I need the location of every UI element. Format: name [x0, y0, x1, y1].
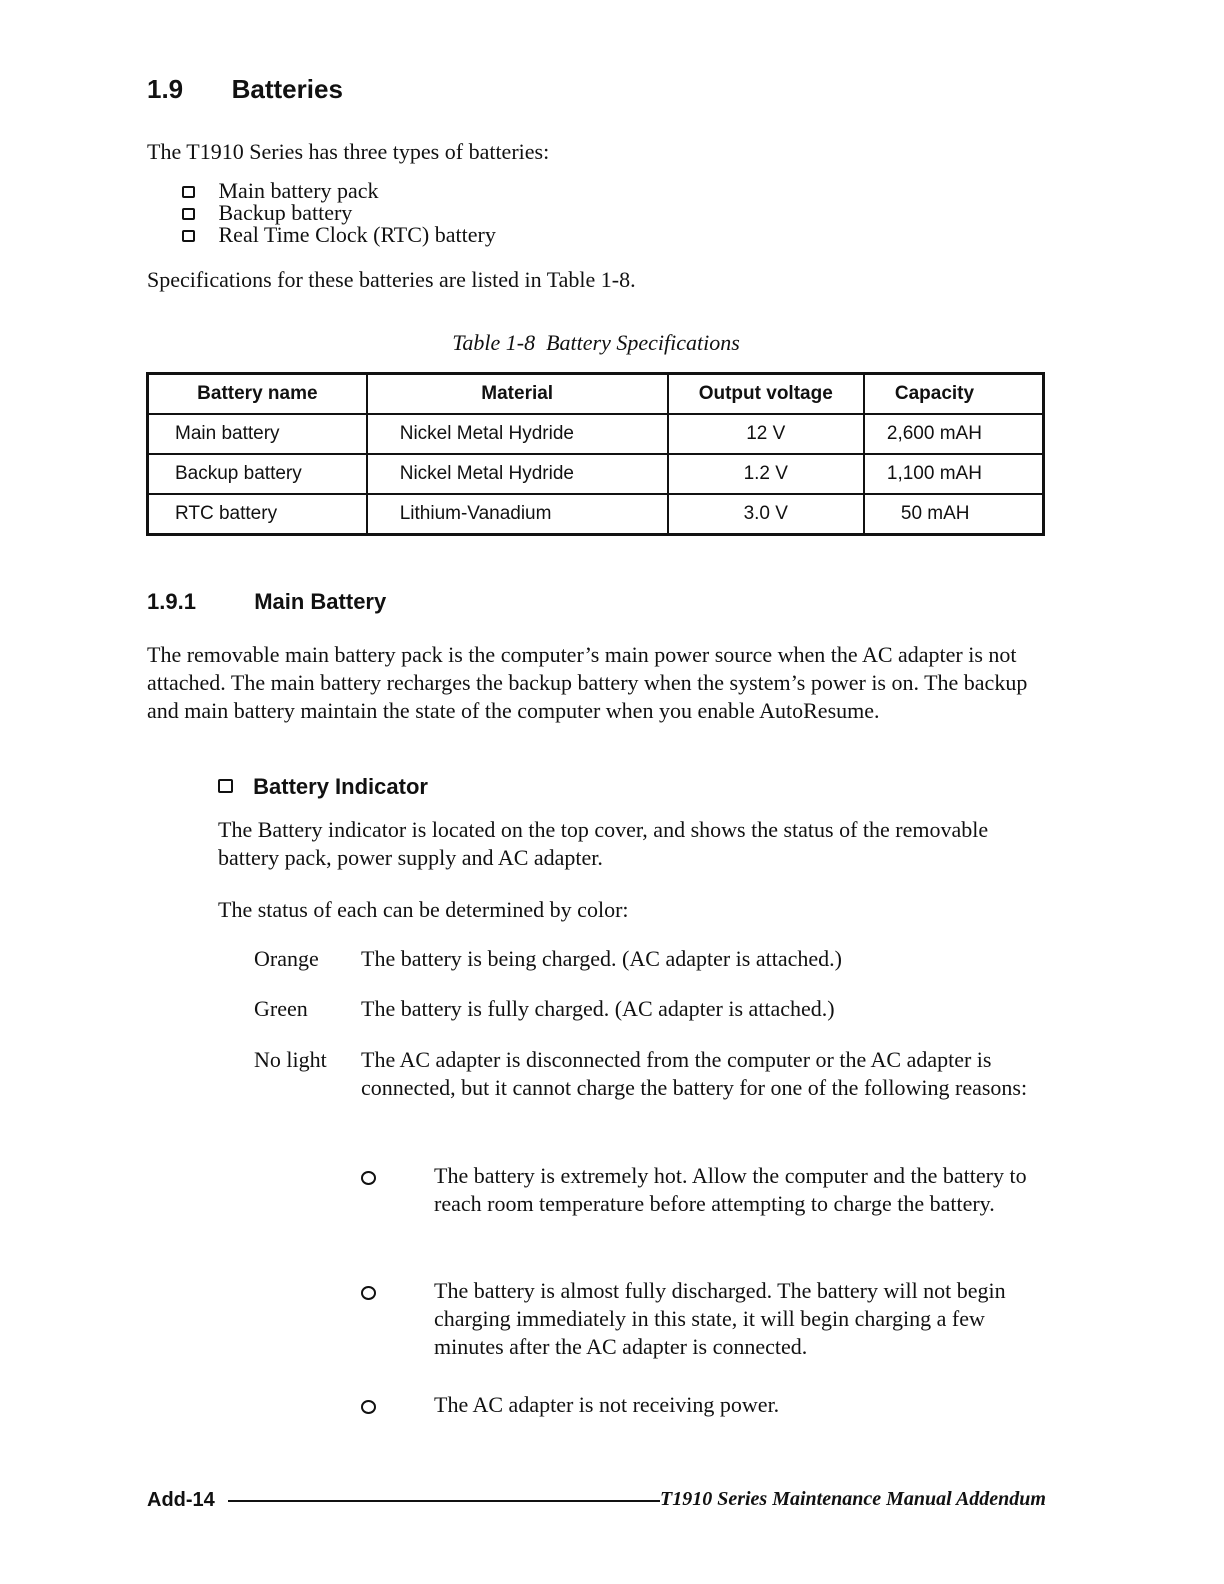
table-row [148, 454, 1044, 494]
indicator-title: Battery Indicator [253, 774, 428, 799]
footer-title: T1910 Series Maintenance Manual Addendum [660, 1488, 1046, 1510]
header-material: Material [367, 374, 668, 415]
header-capacity: Capacity [864, 374, 1044, 415]
table-header-row [148, 374, 1044, 415]
state-text: The battery is being charged. (AC adapter is attached.) [361, 946, 842, 971]
cell-voltage: 12 V [668, 414, 864, 454]
reason-text: The battery is extremely hot. Allow the computer and the battery to reach room temperature before attempting to charge the battery. [434, 1163, 1027, 1216]
cell-battery-name: RTC battery [148, 494, 367, 535]
section-title: Batteries [231, 74, 343, 104]
circle-bullet-icon [361, 1286, 376, 1300]
cell-battery-name: Main battery [148, 414, 367, 454]
footer-page-number: Add-14 [147, 1489, 215, 1511]
cell-material: Nickel Metal Hydride [367, 414, 668, 454]
subsection-heading [147, 589, 386, 615]
circle-bullet-icon [361, 1400, 376, 1414]
state-text: The AC adapter is disconnected from the computer or the AC adapter is connected, but it cannot charge the battery for one of the following reasons: [361, 1047, 1028, 1100]
intro-text: The T1910 Series has three types of batteries: [147, 139, 550, 164]
cell-capacity: 50 mAH [864, 494, 1044, 535]
cell-battery-name: Backup battery [148, 454, 367, 494]
list-item: Main battery pack [182, 180, 496, 202]
state-label: Orange [254, 946, 319, 971]
table-row [148, 414, 1044, 454]
indicator-heading [218, 774, 428, 800]
list-item: Backup battery [182, 202, 496, 224]
reason-text: The battery is almost fully discharged. The battery will not begin charging immediately in this state, it will begin charging a few minutes after the AC adapter is connected. [434, 1278, 1006, 1359]
indicator-color-intro: The status of each can be determined by color: [218, 897, 629, 922]
list-item: Real Time Clock (RTC) battery [182, 224, 496, 246]
state-text: The battery is fully charged. (AC adapter is attached.) [361, 996, 835, 1021]
header-output-voltage: Output voltage [668, 374, 864, 415]
checkbox-bullet-icon [182, 208, 195, 220]
indicator-paragraph: The Battery indicator is located on the top cover, and shows the status of the removable battery pack, power supply and AC adapter. [218, 817, 989, 870]
section-number: 1.9 [147, 74, 184, 104]
circle-bullet-icon [361, 1171, 376, 1185]
checkbox-bullet-icon [182, 186, 195, 198]
subsection-number: 1.9.1 [147, 589, 196, 614]
header-battery-name: Battery name [148, 374, 367, 415]
state-label: No light [254, 1047, 327, 1072]
subsection-title: Main Battery [254, 589, 387, 614]
reason-text: The AC adapter is not receiving power. [434, 1392, 780, 1417]
footer-rule [228, 1500, 660, 1502]
state-label: Green [254, 996, 308, 1021]
cell-capacity: 1,100 mAH [864, 454, 1044, 494]
cell-material: Nickel Metal Hydride [367, 454, 668, 494]
cell-material: Lithium-Vanadium [367, 494, 668, 535]
cell-voltage: 3.0 V [668, 494, 864, 535]
main-battery-paragraph: The removable main battery pack is the computer’s main power source when the AC adapter is not attached. The main battery recharges the backup battery when the system’s power is on. The backup and main battery maintain the state of the computer when you enable AutoResume. [147, 642, 1028, 723]
spec-note: Specifications for these batteries are listed in Table 1-8. [147, 267, 636, 292]
battery-type-list [182, 180, 496, 246]
battery-spec-table [146, 372, 1045, 536]
checkbox-bullet-icon [218, 779, 233, 793]
table-caption: Table 1-8 Battery Specifications [452, 330, 740, 355]
checkbox-bullet-icon [182, 230, 195, 242]
section-heading [147, 74, 343, 105]
table-row [148, 494, 1044, 535]
cell-capacity: 2,600 mAH [864, 414, 1044, 454]
cell-voltage: 1.2 V [668, 454, 864, 494]
